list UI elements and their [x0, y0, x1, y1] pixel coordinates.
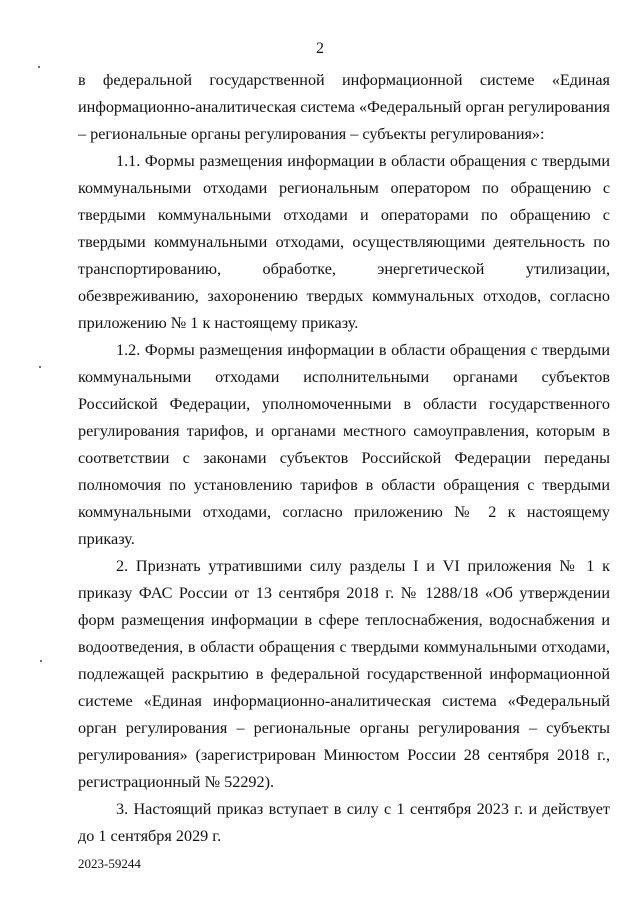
paragraph-2: 2. Признать утратившими силу разделы I и VI приложения № 1 к приказу ФАС России от 13 сентября 2018 г. № 1288/18 «Об утверждении форм размещения информации в сфере теплоснабжения, водоснабжения и водоотведения, в области обращения с твердыми коммунальными отходами, подлежащей раскрытию в федеральной государственной информационной системе «Единая информационно-аналитическая система «Федеральный орган регулирования – региональные органы регулирования – субъекты регулирования» (зарегистрирован Минюстом России 28 сентября 2018 г., регистрационный № 52292). — [78, 557, 610, 791]
paragraph-continuation: в федеральной государственной информационной системе «Единая информационно-аналитическая система «Федеральный орган регулирования – региональные органы регулирования – субъекты регулирования»: — [78, 71, 610, 143]
scan-speck — [38, 66, 40, 68]
document-code: 2023-59244 — [78, 856, 141, 871]
paragraph-1-2: 1.2. Формы размещения информации в области обращения с твердыми коммунальными отходами исполнительными органами субъектов Российской Федерации, уполномоченными в области государственного регулирования тарифов, и органами местного самоуправления, которым в соответствии с законами субъектов Российской Федерации переданы полномочия по установлению тарифов в области обращения с твердыми коммунальными отходами, согласно приложению № 2 к настоящему приказу. — [78, 341, 610, 548]
paragraph-1-1: 1.1. Формы размещения информации в области обращения с твердыми коммунальными отходами региональным оператором по обращению с твердыми коммунальными отходами и операторами по обращению с твердыми коммунальными отходами, осуществляющими деятельность по транспортированию, обработке, энергетической утилизации, обезвреживанию, захоронению твердых коммунальных отходов, согласно приложению № 1 к настоящему приказу. — [78, 152, 610, 332]
scan-speck — [40, 660, 42, 662]
page-number: 2 — [316, 40, 324, 57]
scan-speck — [39, 366, 41, 368]
paragraph-3: 3. Настоящий приказ вступает в силу с 1 сентября 2023 г. и действует до 1 сентября 2029 г. — [78, 800, 610, 845]
document-body — [78, 67, 610, 850]
